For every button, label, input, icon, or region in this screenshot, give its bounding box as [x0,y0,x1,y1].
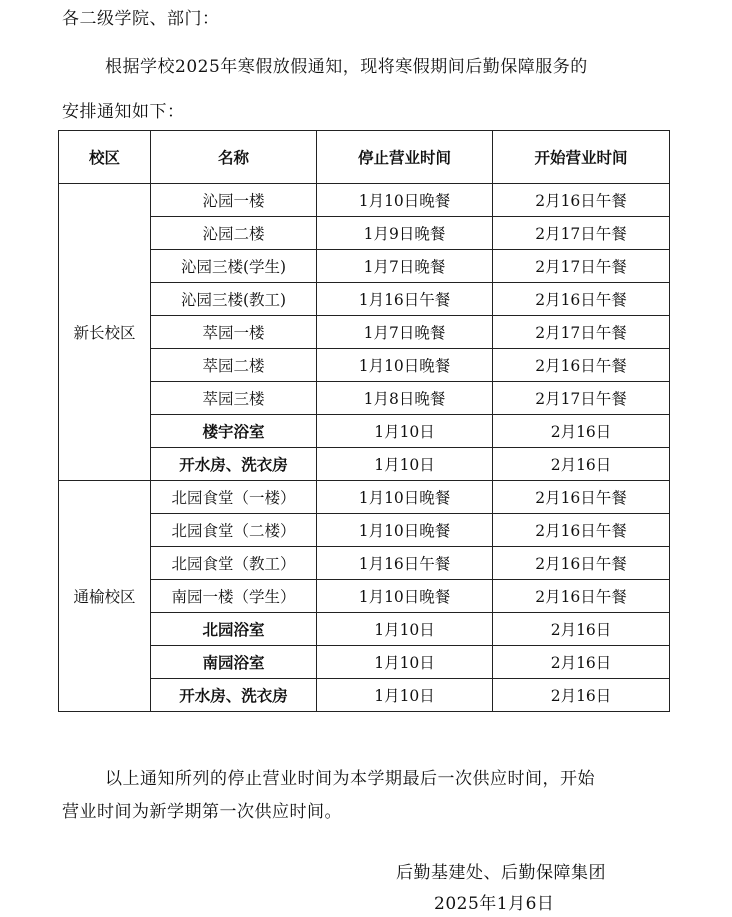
table-row [59,613,670,646]
header-start-time: 开始营业时间 [493,131,670,184]
table-row [59,547,670,580]
table-row [59,316,670,349]
intro-paragraph-line-1: 根据学校2025年寒假放假通知，现将寒假期间后勤保障服务的 [105,57,588,77]
table-row [59,250,670,283]
stop-time-cell: 1月10日晚餐 [317,349,493,382]
start-time-cell: 2月16日午餐 [493,283,670,316]
facility-name-cell: 楼宇浴室 [151,415,317,448]
intro-paragraph-line-2: 安排通知如下： [62,102,185,122]
stop-time-cell: 1月7日晚餐 [317,250,493,283]
facility-name-cell: 南园浴室 [151,646,317,679]
facility-name-cell: 开水房、洗衣房 [151,448,317,481]
header-campus: 校区 [59,131,151,184]
signature-date: 2025年1月6日 [434,894,555,914]
campus-cell: 通榆校区 [59,481,151,712]
table-row [59,217,670,250]
start-time-cell: 2月16日 [493,613,670,646]
stop-time-cell: 1月10日晚餐 [317,580,493,613]
table-row [59,481,670,514]
facility-name-cell: 北园食堂（二楼） [151,514,317,547]
start-time-cell: 2月16日 [493,646,670,679]
table-row [59,679,670,712]
table-row [59,448,670,481]
stop-time-cell: 1月10日 [317,448,493,481]
table-row [59,580,670,613]
facility-name-cell: 北园食堂（教工） [151,547,317,580]
facility-name-cell: 北园浴室 [151,613,317,646]
facility-name-cell: 北园食堂（一楼） [151,481,317,514]
table-header-row [59,131,670,184]
closing-paragraph-line-2: 营业时间为新学期第一次供应时间。 [62,802,342,822]
start-time-cell: 2月17日午餐 [493,382,670,415]
stop-time-cell: 1月8日晚餐 [317,382,493,415]
facility-name-cell: 沁园二楼 [151,217,317,250]
start-time-cell: 2月16日午餐 [493,184,670,217]
stop-time-cell: 1月10日 [317,646,493,679]
facility-name-cell: 沁园三楼(教工) [151,283,317,316]
header-stop-time: 停止营业时间 [317,131,493,184]
facility-name-cell: 萃园一楼 [151,316,317,349]
stop-time-cell: 1月10日晚餐 [317,514,493,547]
service-schedule-table [58,130,670,712]
facility-name-cell: 沁园一楼 [151,184,317,217]
stop-time-cell: 1月10日 [317,415,493,448]
start-time-cell: 2月16日午餐 [493,580,670,613]
table-body [59,184,670,712]
campus-cell: 新长校区 [59,184,151,481]
start-time-cell: 2月16日 [493,448,670,481]
start-time-cell: 2月16日午餐 [493,349,670,382]
table-row [59,349,670,382]
start-time-cell: 2月17日午餐 [493,316,670,349]
start-time-cell: 2月17日午餐 [493,250,670,283]
stop-time-cell: 1月10日晚餐 [317,184,493,217]
start-time-cell: 2月16日午餐 [493,481,670,514]
start-time-cell: 2月16日 [493,679,670,712]
table-row [59,382,670,415]
stop-time-cell: 1月16日午餐 [317,283,493,316]
closing-paragraph-line-1: 以上通知所列的停止营业时间为本学期最后一次供应时间，开始 [105,769,595,789]
stop-time-cell: 1月7日晚餐 [317,316,493,349]
table-row [59,283,670,316]
facility-name-cell: 萃园二楼 [151,349,317,382]
start-time-cell: 2月16日午餐 [493,514,670,547]
table-row [59,646,670,679]
signature-organization: 后勤基建处、后勤保障集团 [396,863,606,883]
stop-time-cell: 1月9日晚餐 [317,217,493,250]
salutation: 各二级学院、部门： [62,9,220,29]
stop-time-cell: 1月16日午餐 [317,547,493,580]
table-row [59,514,670,547]
facility-name-cell: 沁园三楼(学生) [151,250,317,283]
facility-name-cell: 南园一楼（学生） [151,580,317,613]
facility-name-cell: 开水房、洗衣房 [151,679,317,712]
start-time-cell: 2月16日 [493,415,670,448]
stop-time-cell: 1月10日 [317,679,493,712]
stop-time-cell: 1月10日晚餐 [317,481,493,514]
start-time-cell: 2月17日午餐 [493,217,670,250]
stop-time-cell: 1月10日 [317,613,493,646]
table-row [59,184,670,217]
start-time-cell: 2月16日午餐 [493,547,670,580]
table-row [59,415,670,448]
header-name: 名称 [151,131,317,184]
facility-name-cell: 萃园三楼 [151,382,317,415]
